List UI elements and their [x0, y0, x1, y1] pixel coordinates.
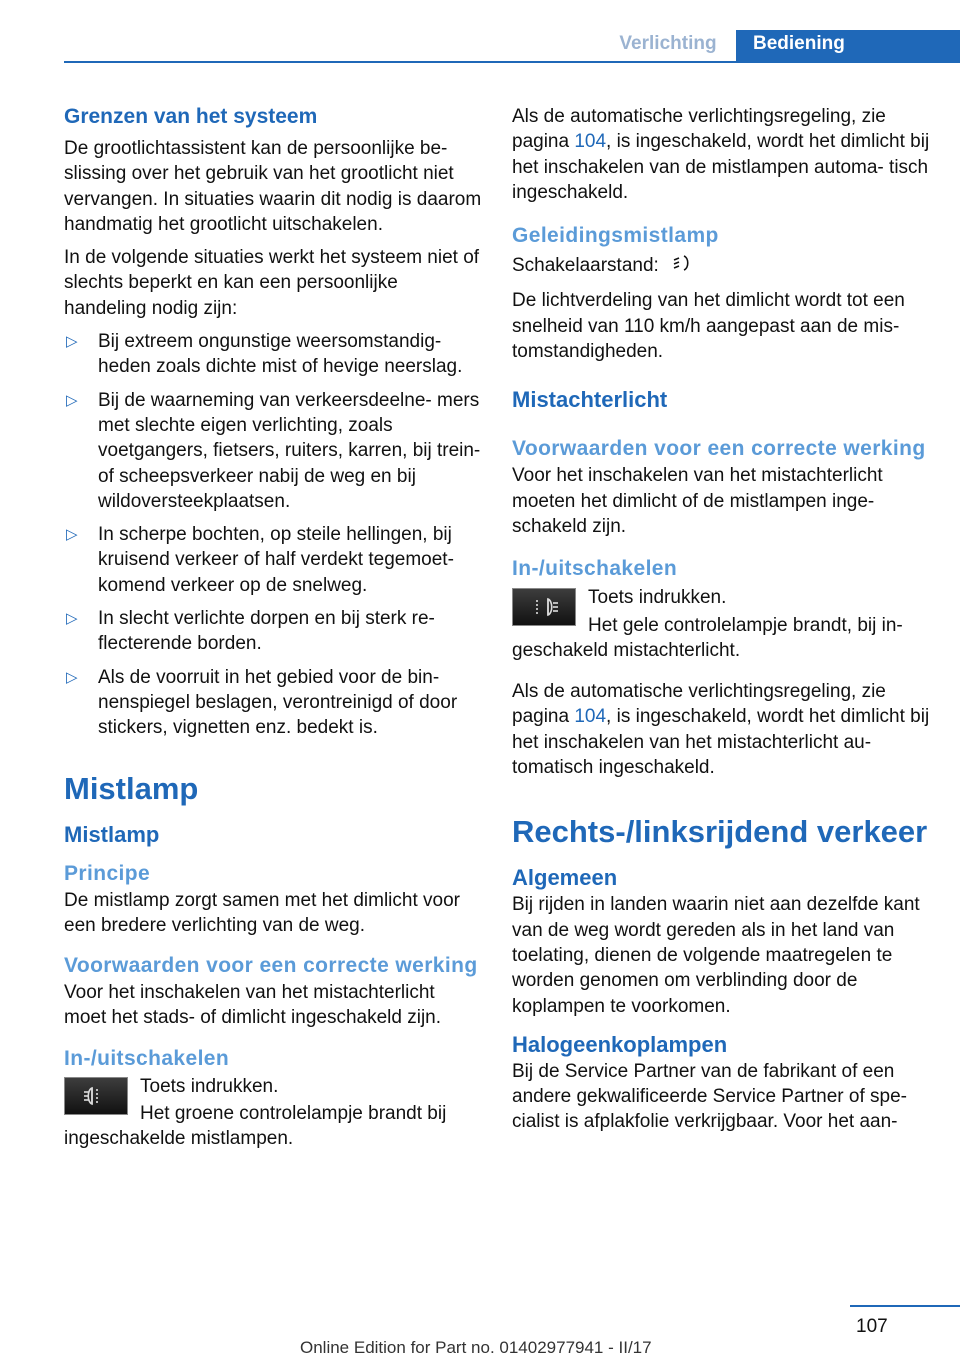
- paragraph: Schakelaarstand:: [512, 253, 930, 280]
- left-column: [64, 104, 482, 1160]
- paragraph: Voor het inschakelen van het mistachterlicht moeten het dimlicht of de mistlampen inge‐ schakeld zijn.: [512, 465, 883, 537]
- bullet-list: [64, 329, 482, 740]
- header-rule: [64, 61, 960, 63]
- list-item: ▷ In scherpe bochten, op steile hellingen, bij kruisend verkeer of half verdekt tegemoet‐ komend verkeer op de snelweg.: [66, 524, 454, 596]
- heading-principe: Principe: [64, 861, 151, 885]
- paragraph: Toets indrukken.: [140, 1075, 279, 1097]
- list-triangle-icon: ▷: [66, 668, 78, 686]
- list-triangle-icon: ▷: [66, 526, 78, 544]
- rear-fog-light-button-icon: [512, 588, 576, 626]
- paragraph: De mistlamp zorgt samen met het dimlicht voor een bredere verlichting van de weg.: [64, 889, 460, 936]
- paragraph: In de volgende situaties werkt het systeem niet of slechts beperkt en kan een persoonlijke handeling nodig zijn:: [64, 247, 480, 319]
- heading-voorwaarden: Voorwaarden voor een correcte werking: [64, 954, 478, 978]
- footer-rule: [850, 1305, 960, 1307]
- paragraph: De lichtverdeling van het dimlicht wordt tot een snelheid van 110 km/h aangepast aan de mis‐ tomstandigheden.: [512, 290, 905, 363]
- paragraph: Bij de Service Partner van de fabrikant of een andere gekwalificeerde Service Partner of spe‐ cialist is afplakfolie verkrijgbaar. Voor het aan‐: [512, 1060, 907, 1133]
- list-triangle-icon: ▷: [66, 333, 78, 351]
- list-item: ▷ Als de voorruit in het gebied voor de bin‐ nenspiegel beslagen, verontreinigd of door stickers, vignetten enz. bedekt is.: [66, 666, 458, 739]
- heading-inuit: In-/uitschakelen: [64, 1046, 230, 1070]
- heading-mistachterlicht: Mistachterlicht: [512, 387, 668, 413]
- heading-algemeen: Algemeen: [512, 865, 618, 891]
- section-title-mistlamp: Mistlamp: [64, 770, 199, 806]
- tab-bediening[interactable]: Bediening: [736, 30, 960, 62]
- page-number: 107: [856, 1316, 888, 1337]
- heading-grenzen: Grenzen van het systeem: [64, 105, 318, 128]
- page-link[interactable]: 104: [574, 706, 607, 728]
- heading-mistlamp: Mistlamp: [64, 821, 160, 847]
- edition-footer: Online Edition for Part no. 01402977941 - II/17: [300, 1338, 652, 1357]
- paragraph: Voor het inschakelen van het mistachterlicht moet het stads- of dimlicht ingeschakeld zijn.: [64, 982, 442, 1029]
- tab-verlichting[interactable]: Verlichting: [619, 33, 717, 54]
- list-triangle-icon: ▷: [66, 610, 78, 628]
- list-item: ▷ Bij extreem ongunstige weersomstandig‐ heden zoals dichte mist of hevige neerslag.: [66, 331, 463, 378]
- list-item: ▷ Bij de waarneming van verkeersdeelne‐ mers met slechte eigen verlichting, zoals voetgangers, fietsers, ruiters, karren, bij trein- of scheepsverkeer nabij de weg en bij wildoversteekplaatsen.: [66, 389, 481, 512]
- paragraph: Toets indrukken.: [588, 587, 727, 609]
- fog-light-button-icon: [64, 1077, 128, 1115]
- list-triangle-icon: ▷: [66, 391, 78, 409]
- heading-inuit: In-/uitschakelen: [512, 557, 678, 581]
- fog-switch-position-icon: [672, 253, 696, 280]
- paragraph: Als de automatische verlichtingsregeling, zie pagina 104, is ingeschakeld, wordt het dimlicht bij het inschakelen van de mistlampen automa‐ tisch ingeschakeld.: [512, 106, 930, 203]
- paragraph: Het groene controlelampje brandt bij ingeschakelde mistlampen.: [64, 1103, 447, 1150]
- heading-geleiding: Geleidingsmistlamp: [512, 224, 719, 248]
- paragraph: Het gele controlelampje brandt, bij in‐ geschakeld mistachterlicht.: [512, 614, 903, 661]
- heading-halogeen: Halogeenkoplampen: [512, 1031, 728, 1057]
- paragraph: Bij rijden in landen waarin niet aan dezelfde kant van de weg wordt gereden als in het land van toelating, dienen de volgende maatregelen te worden genomen om verblinding door de koplampen te voorkomen.: [512, 894, 920, 1017]
- fog-button-block: [64, 1074, 482, 1152]
- section-title-rechts-links: Rechts-/linksrijdend verkeer: [512, 814, 928, 850]
- paragraph: Als de automatische verlichtingsregeling, zie pagina 104, is ingeschakeld, wordt het dimlicht bij het inschakelen van het mistachterlicht au‐ tomatisch ingeschakeld.: [512, 681, 930, 779]
- right-column: [512, 104, 930, 1143]
- list-item: ▷ In slecht verlichte dorpen en bij sterk re‐ flecterende borden.: [66, 608, 435, 655]
- page-link[interactable]: 104: [574, 131, 607, 153]
- paragraph: De grootlichtassistent kan de persoonlijke be‐ slissing over het gebruik van het grootlicht niet vervangen. In situaties waarin dit nodig is daarom handmatig het grootlicht uitschakelen.: [64, 138, 482, 235]
- heading-voorwaarden: Voorwaarden voor een correcte werking: [512, 437, 926, 461]
- rear-fog-button-block: [512, 585, 930, 663]
